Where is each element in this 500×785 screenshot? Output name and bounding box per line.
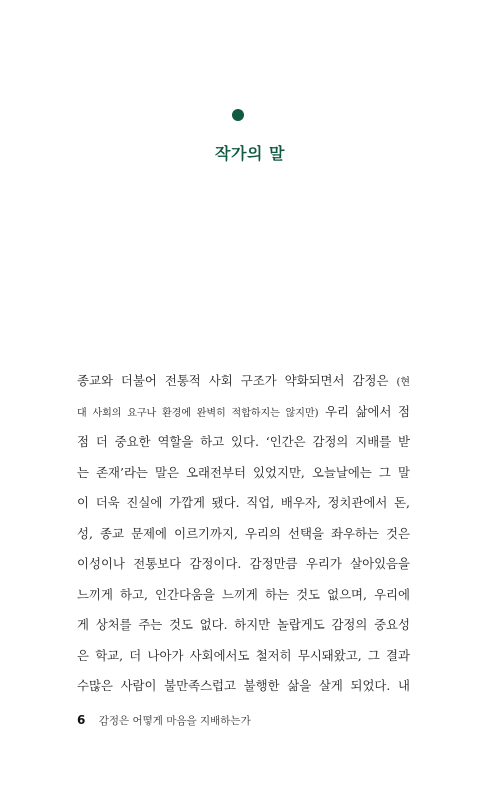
body-paragraph (77, 366, 410, 702)
body-line-1 (77, 366, 410, 397)
body-line-4: 는 존재’라는 말은 오래전부터 있었지만, 오늘날에는 그 말 (77, 464, 410, 480)
body-line-9: 게 상처를 주는 것도 없다. 하지만 놀랍게도 감정의 중요성 (77, 617, 410, 632)
body-line-2 (77, 397, 410, 428)
body-line-1-text: 종교와 더불어 전통적 사회 구조가 약화되면서 감정은 (77, 373, 397, 388)
body-line-8: 느끼게 하고, 인간다움을 느끼게 하는 것도 없으며, 우리에 (77, 586, 410, 602)
page-number: 6 (77, 713, 86, 727)
body-line-7: 이성이나 전통보다 감정이다. 감정만큼 우리가 살아있음을 (77, 556, 410, 571)
body-line-6: 성, 종교 문제에 이르기까지, 우리의 선택을 좌우하는 것은 (77, 525, 410, 541)
running-book-title: 감정은 어떻게 마음을 지배하는가 (98, 715, 251, 727)
body-line-2-text: 우리 삶에서 점 (318, 403, 410, 419)
body-line-2-note: 대 사회의 요구나 환경에 완벽히 적합하지는 않지만) (77, 407, 319, 419)
page-footer (77, 713, 251, 728)
body-line-3: 점 더 중요한 역할을 하고 있다. ‘인간은 감정의 지배를 받 (77, 434, 410, 449)
body-line-5: 이 더욱 진실에 가깝게 됐다. 직업, 배우자, 정치관에서 돈, (77, 495, 410, 510)
chapter-dot-ornament (232, 109, 244, 121)
chapter-title: 작가의 말 (215, 144, 285, 163)
body-line-10: 은 학교, 더 나아가 사회에서도 철저히 무시돼왔고, 그 결과 (77, 647, 410, 663)
body-line-1-note: (현 (396, 377, 410, 388)
body-line-11: 수많은 사람이 불만족스럽고 불행한 삶을 살게 되었다. 내 (77, 678, 410, 693)
